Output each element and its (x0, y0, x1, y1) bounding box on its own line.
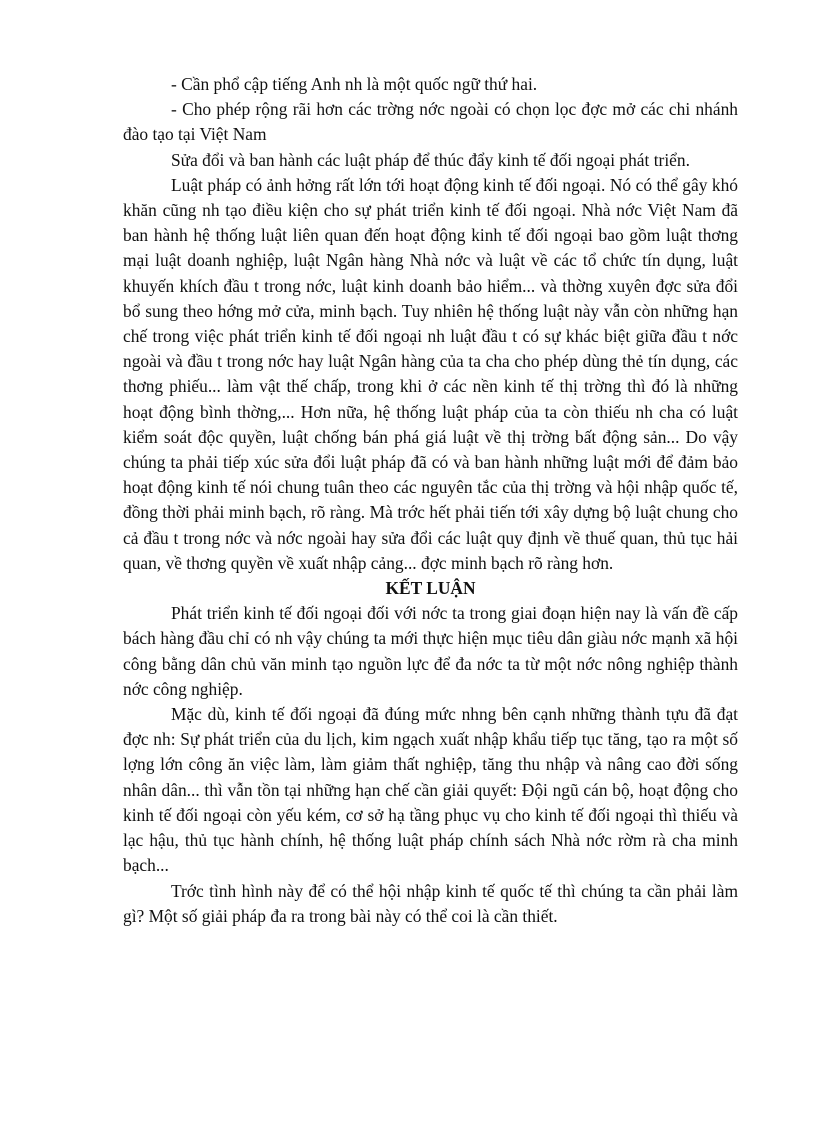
bullet-foreign-schools: - Cho phép rộng rãi hơn các trờng nớc ngoài có chọn lọc đợc mở các chi nhánh đào tạo tại Việt Nam (123, 99, 738, 145)
bullet-english-language: - Cần phổ cập tiếng Anh nh là một quốc ngữ thứ hai. (171, 74, 538, 94)
document-page (123, 72, 738, 929)
paragraph-conclusion-3: Trớc tình hình này để có thể hội nhập kinh tế quốc tế thì chúng ta cần phải làm gì? Một số giải pháp đa ra trong bài này có thể coi là cần thiết. (123, 880, 738, 926)
section-heading-conclusion: KẾT LUẬN (385, 578, 476, 599)
paragraph-conclusion-1: Phát triển kinh tế đối ngoại đối với nớc ta trong giai đoạn hiện nay là vấn đề cấp bách hàng đầu chỉ có nh vậy chúng ta mới thực hiện mục tiêu dân giàu nớc mạnh xã hội công bằng dân chủ văn minh tạo nguồn lực để đa nớc ta từ một nớc nông nghiệp thành nớc công nghiệp. (123, 603, 738, 699)
paragraph-law-reform-body: Luật pháp có ảnh hởng rất lớn tới hoạt động kinh tế đối ngoại. Nó có thể gây khó khăn cũng nh tạo điều kiện cho sự phát triển kinh tế đối ngoại. Nhà nớc Việt Nam đã ban hành hệ thống luật liên quan đến hoạt động kinh tế đối ngoại bao gồm luật thơng mại luật doanh nghiệp, luật Ngân hàng Nhà nớc và luật về các tổ chức tín dụng, luật khuyến khích đầu t trong nớc, luật kinh doanh bảo hiểm... và thờng xuyên đợc sửa đổi bổ sung theo hớng mở cửa, minh bạch. Tuy nhiên hệ thống luật này vẫn còn những hạn chế trong việc phát triển kinh tế đối ngoại nh luật đầu t có sự khác biệt giữa đầu t nớc ngoài và đầu t trong nớc hay luật Ngân hàng của ta cha cho phép dùng thẻ tín dụng, các thơng phiếu... làm vật thế chấp, trong khi ở các nền kinh tế thị trờng thì đó là những hoạt động bình thờng,... Hơn nữa, hệ thống luật pháp của ta còn thiếu nh cha có luật kiểm soát độc quyền, luật chống bán phá giá luật về thị trờng bất động sản... Do vậy chúng ta phải tiếp xúc sửa đổi luật pháp đã có và ban hành những luật mới để đảm bảo hoạt động kinh tế nói chung tuân theo các nguyên tắc của thị trờng và hội nhập quốc tế, đồng thời phải minh bạch, rõ ràng. Mà trớc hết phải tiến tới xây dựng bộ luật chung cho cả đầu t trong nớc và nớc ngoài hay sửa đổi các luật quy định về thuế quan, thủ tục hải quan, về thơng quyền về xuất nhập cảng... đợc minh bạch rõ ràng hơn. (123, 174, 738, 573)
paragraph-conclusion-2: Mặc dù, kinh tế đối ngoại đã đúng mức nhng bên cạnh những thành tựu đã đạt đợc nh: Sự phát triển của du lịch, kim ngạch xuất nhập khẩu tiếp tục tăng, tạo ra một số lợng lớn công ăn việc làm, làm giảm thất nghiệp, tăng thu nhập và nâng cao đời sống nhân dân... thì vẫn tồn tại những hạn chế cần giải quyết: Đội ngũ cán bộ, hoạt động cho kinh tế đối ngoại còn yếu kém, cơ sở hạ tầng phục vụ cho kinh tế đối ngoại thì thiếu và lạc hậu, thủ tục hành chính, hệ thống luật pháp chính sách Nhà nớc rờm rà cha minh bạch... (123, 704, 738, 876)
paragraph-law-reform-intro: Sửa đổi và ban hành các luật pháp để thúc đẩy kinh tế đối ngoại phát triển. (171, 149, 690, 170)
